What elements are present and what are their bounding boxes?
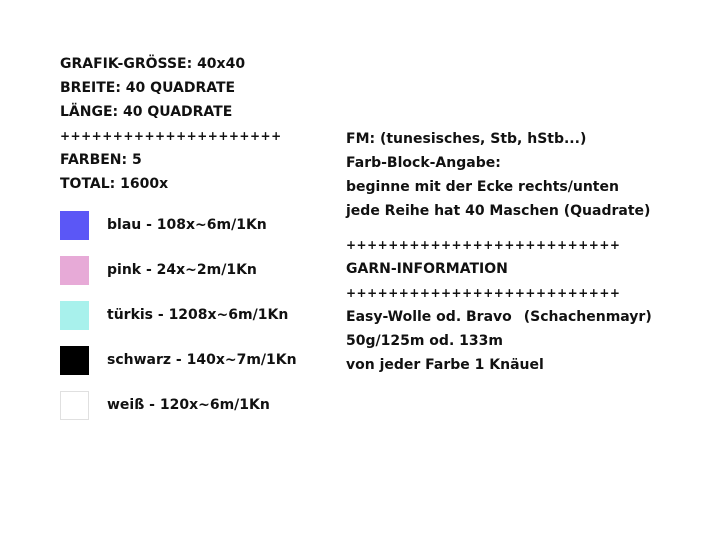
instructions-panel	[346, 127, 706, 377]
pink-label: pink - 24x~2m/1Kn	[107, 262, 257, 278]
color-row-pink	[60, 255, 330, 285]
weiss-label: weiß - 120x~6m/1Kn	[107, 397, 270, 413]
color-row-blau	[60, 210, 330, 240]
tuerkis-label: türkis - 1208x~6m/1Kn	[107, 307, 289, 323]
schwarz-label: schwarz - 140x~7m/1Kn	[107, 352, 297, 368]
separator-line: ++++++++++++++++++++++++++	[346, 286, 621, 300]
pattern-specs	[60, 52, 330, 435]
yarn-maker: (Schachenmayr)	[523, 309, 652, 325]
width-text: BREITE: 40 QUADRATE	[60, 80, 236, 96]
color-row-weiss	[60, 390, 330, 420]
blau-swatch	[60, 211, 89, 240]
block-title: Farb-Block-Angabe:	[346, 155, 501, 171]
grid-size-text: GRAFIK-GRÖSSE: 40x40	[60, 56, 246, 72]
separator-line: +++++++++++++++++++++	[60, 129, 282, 143]
length-text: LÄNGE: 40 QUADRATE	[60, 104, 233, 120]
tuerkis-swatch	[60, 301, 89, 330]
separator-line: ++++++++++++++++++++++++++	[346, 238, 621, 252]
rows-instruction: jede Reihe hat 40 Maschen (Quadrate)	[346, 203, 651, 219]
colors-count-text: FARBEN: 5	[60, 152, 142, 168]
color-row-tuerkis	[60, 300, 330, 330]
weiss-swatch	[60, 391, 89, 420]
yarn-brand: Easy-Wolle od. Bravo	[346, 309, 512, 325]
yarn-info-title: GARN-INFORMATION	[346, 261, 508, 277]
color-row-schwarz	[60, 345, 330, 375]
blau-label: blau - 108x~6m/1Kn	[107, 217, 267, 233]
yarn-weight: 50g/125m od. 133m	[346, 333, 503, 349]
total-text: TOTAL: 1600x	[60, 176, 169, 192]
yarn-brand-row	[346, 305, 706, 329]
start-instruction: beginne mit der Ecke rechts/unten	[346, 179, 619, 195]
pink-swatch	[60, 256, 89, 285]
schwarz-swatch	[60, 346, 89, 375]
fm-text: FM: (tunesisches, Stb, hStb...)	[346, 131, 587, 147]
yarn-amount: von jeder Farbe 1 Knäuel	[346, 357, 544, 373]
color-legend	[60, 210, 330, 420]
